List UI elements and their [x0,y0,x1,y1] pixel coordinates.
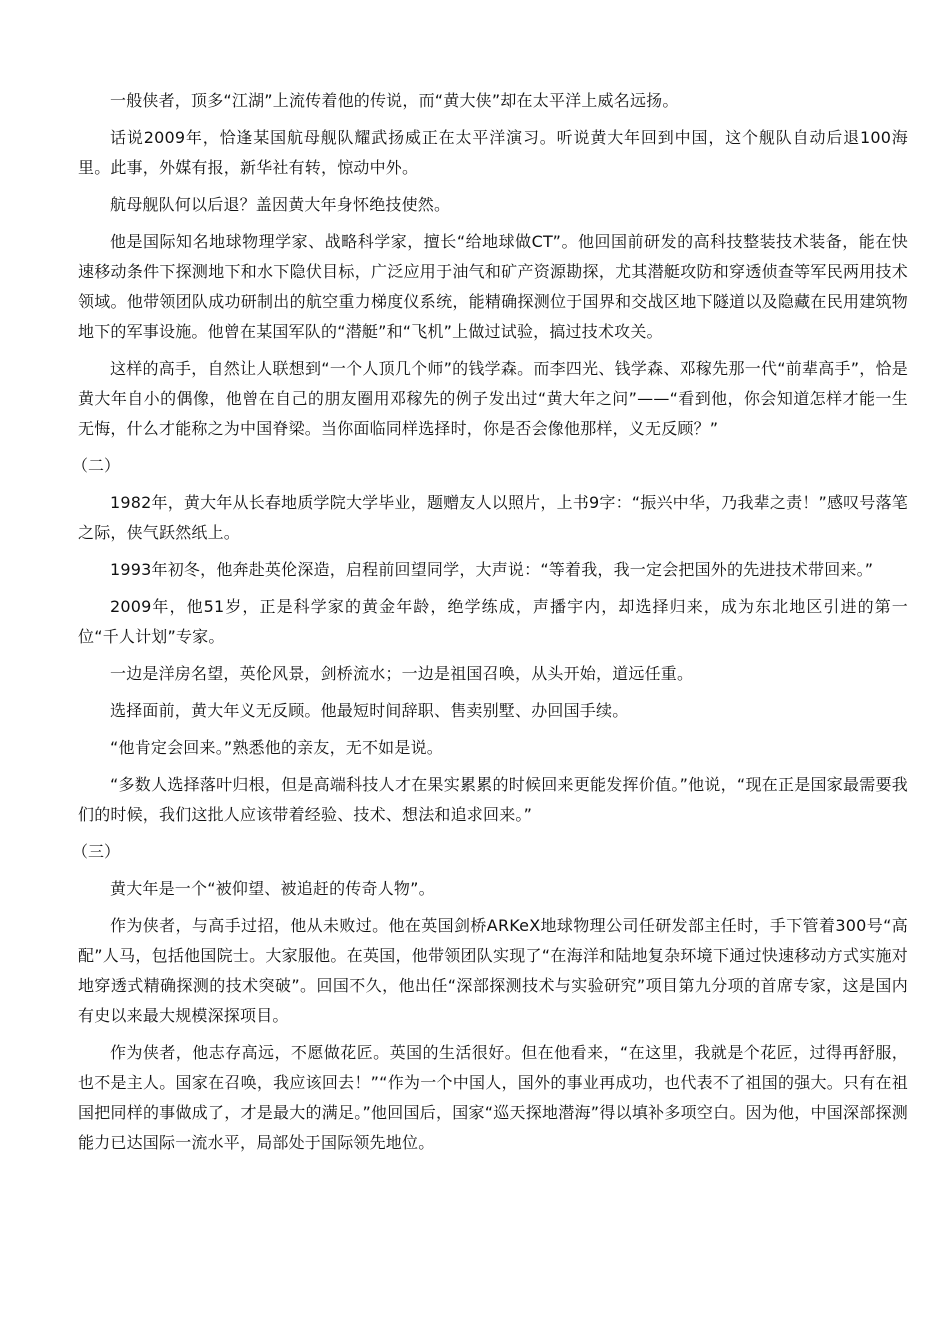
paragraph-10: 选择面前，黄大年义无反顾。他最短时间辞职、售卖别墅、办回国手续。 [110,701,629,720]
section-heading-2: （二） [72,456,121,475]
paragraph-13: 黄大年是一个“被仰望、被追赶的传奇人物”。 [110,879,435,898]
paragraph-8: 2009年，他51岁，正是科学家的黄金年龄，绝学练成，声播宇内，却选择归来，成为东北地区引进的第一位“千人计划”专家。 [78,597,908,646]
paragraph-14: 作为侠者，与高手过招，他从未败过。他在英国剑桥ARKeX地球物理公司任研发部主任时，手下管着300号“高配”人马，包括他国院士。大家服他。在英国，他带领团队实现了“在海洋和陆地复杂环境下通过快速移动方式实施对地穿透式精确探测的技术突破”。回国不久，他出任“深部探测技术与实验研究”项目第九分项的首席专家，这是国内有史以来最大规模深探项目。 [78,916,908,1025]
paragraph-11: “他肯定会回来。”熟悉他的亲友，无不如是说。 [110,738,443,757]
paragraph-4: 他是国际知名地球物理学家、战略科学家，擅长“给地球做CT”。他回国前研发的高科技整装技术装备，能在快速移动条件下探测地下和水下隐伏目标，广泛应用于油气和矿产资源勘探，尤其潜艇攻防和穿透侦查等军民两用技术领域。他带领团队成功研制出的航空重力梯度仪系统，能精确探测位于国界和交战区地下隧道以及隐藏在民用建筑物地下的军事设施。他曾在某国军队的“潜艇”和“飞机”上做过试验，搞过技术攻关。 [78,232,908,341]
paragraph-1: 一般侠者，顶多“江湖”上流传着他的传说，而“黄大侠”却在太平洋上威名远扬。 [110,91,679,110]
paragraph-15: 作为侠者，他志存高远，不愿做花匠。英国的生活很好。但在他看来，“在这里，我就是个花匠，过得再舒服，也不是主人。国家在召唤，我应该回去！”“作为一个中国人，国外的事业再成功，也代表不了祖国的强大。只有在祖国把同样的事做成了，才是最大的满足。”他回国后，国家“巡天探地潜海”得以填补多项空白。因为他，中国深部探测能力已达国际一流水平，局部处于国际领先地位。 [78,1043,908,1152]
article-body [72,86,908,1165]
paragraph-6: 1982年，黄大年从长春地质学院大学毕业，题赠友人以照片，上书9字：“振兴中华，乃我辈之责！”感叹号落笔之际，侠气跃然纸上。 [78,493,908,542]
paragraph-7: 1993年初冬，他奔赴英伦深造，启程前回望同学，大声说：“等着我，我一定会把国外的先进技术带回来。” [110,560,874,579]
paragraph-5: 这样的高手，自然让人联想到“一个人顶几个师”的钱学森。而李四光、钱学森、邓稼先那一代“前辈高手”，恰是黄大年自小的偶像，他曾在自己的朋友圈用邓稼先的例子发出过“黄大年之问”——“看到他，你会知道怎样才能一生无悔，什么才能称之为中国脊梁。当你面临同样选择时，你是否会像他那样，义无反顾？” [78,359,908,438]
paragraph-9: 一边是洋房名望，英伦风景，剑桥流水；一边是祖国召唤，从头开始，道远任重。 [110,664,694,683]
section-heading-3: （三） [72,842,121,861]
paragraph-2: 话说2009年，恰逢某国航母舰队耀武扬威正在太平洋演习。听说黄大年回到中国，这个舰队自动后退100海里。此事，外媒有报，新华社有转，惊动中外。 [78,128,908,177]
paragraph-3: 航母舰队何以后退？盖因黄大年身怀绝技使然。 [110,195,451,214]
paragraph-12: “多数人选择落叶归根，但是高端科技人才在果实累累的时候回来更能发挥价值。”他说，“现在正是国家最需要我们的时候，我们这批人应该带着经验、技术、想法和追求回来。” [78,775,908,824]
